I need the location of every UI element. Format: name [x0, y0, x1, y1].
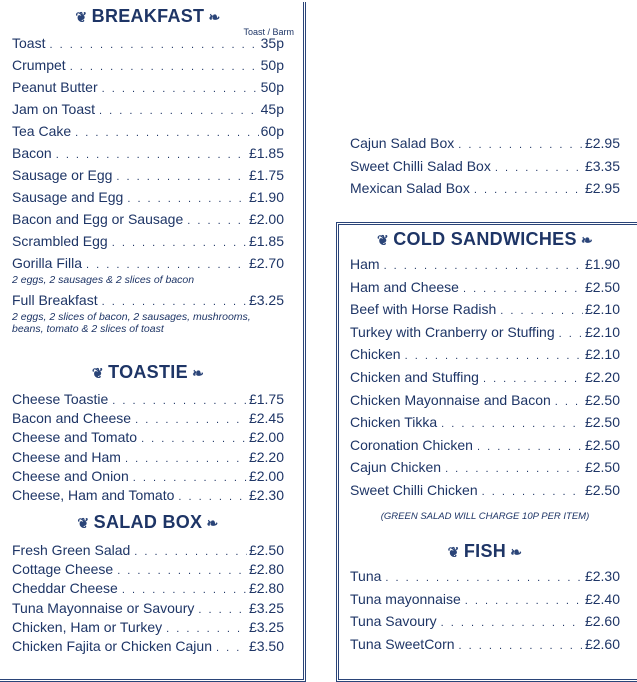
dot-leader [116, 171, 247, 183]
ornament-icon: ❦ [447, 544, 464, 560]
menu-item [12, 233, 284, 255]
item-name: Bacon [12, 145, 52, 161]
ornament-icon: ❧ [506, 544, 523, 560]
item-price: £2.30 [248, 486, 284, 503]
item-name: Ham [350, 256, 380, 272]
menu-item [350, 568, 620, 591]
menu-item [12, 561, 284, 580]
item-name: Tea Cake [12, 123, 72, 139]
item-price: £2.20 [584, 368, 620, 385]
dot-leader [465, 595, 583, 607]
section-title: ❦ FISH ❧ [447, 541, 523, 561]
dot-leader [463, 283, 583, 295]
menu-item [12, 487, 284, 506]
menu-item [350, 613, 620, 636]
dot-leader [187, 215, 247, 227]
ornament-icon: ❧ [204, 9, 221, 25]
dot-leader [198, 604, 247, 616]
dot-leader [117, 565, 247, 577]
menu-item [12, 600, 284, 619]
item-price: £3.35 [584, 157, 620, 174]
item-name: Cajun Salad Box [350, 135, 455, 151]
menu-item [12, 429, 284, 448]
item-name: Cheese and Tomato [12, 429, 138, 446]
dot-leader [482, 486, 583, 498]
item-price: £2.60 [584, 635, 620, 652]
dot-leader [477, 441, 583, 453]
menu-item [350, 437, 620, 460]
item-name: Fresh Green Salad [12, 542, 131, 558]
item-price: £3.25 [248, 618, 284, 635]
salad-box-continued [350, 135, 620, 203]
item-price: £2.80 [248, 580, 284, 597]
menu-item [12, 449, 284, 468]
item-name: Mexican Salad Box [350, 180, 470, 196]
item-price: £2.10 [584, 323, 620, 340]
item-description: 2 eggs, 2 slices of bacon, 2 sausages, mushrooms, beans, tomato & 2 slices of toast [12, 311, 251, 335]
dot-leader [102, 296, 247, 308]
item-name: Peanut Butter [12, 79, 98, 95]
dot-leader [135, 414, 247, 426]
item-name: Sausage and Egg [12, 189, 124, 205]
dot-leader [127, 193, 247, 205]
dot-leader [405, 350, 583, 362]
item-name: Full Breakfast [12, 292, 98, 308]
dot-leader [133, 472, 247, 484]
menu-item [12, 468, 284, 487]
menu-item [350, 482, 620, 505]
item-name: Beef with Horse Radish [350, 301, 497, 318]
item-price: £2.10 [584, 346, 620, 363]
dot-leader [216, 642, 247, 654]
menu-item [12, 391, 284, 410]
item-price: £2.20 [248, 448, 284, 465]
item-price: 45p [260, 101, 284, 117]
item-price: 50p [260, 57, 284, 73]
menu-item [350, 414, 620, 437]
item-name: Bacon and Egg or Sausage [12, 211, 184, 227]
menu-item [350, 279, 620, 302]
item-price: £1.75 [248, 167, 284, 183]
dot-leader [384, 260, 583, 272]
ornament-icon: ❦ [91, 365, 109, 381]
menu-item [12, 638, 284, 657]
item-name: Cheese and Ham [12, 448, 121, 465]
menu-item [12, 35, 284, 57]
item-name: Chicken and Stuffing [350, 368, 479, 385]
item-price: £2.50 [584, 459, 620, 476]
item-price: £1.90 [584, 256, 620, 272]
item-price: £2.00 [248, 467, 284, 484]
section-title: ❦ COLD SANDWICHES ❧ [377, 229, 593, 249]
item-name: Chicken Tikka [350, 414, 438, 431]
menu-item [12, 542, 284, 561]
item-name: Scrambled Egg [12, 233, 108, 249]
item-price: £2.10 [584, 301, 620, 318]
dot-leader [458, 139, 583, 151]
item-name: Sweet Chilli Chicken [350, 481, 478, 498]
menu-item [12, 79, 284, 101]
toastie-section [12, 362, 284, 506]
menu-item [350, 158, 620, 181]
menu-item [12, 101, 284, 123]
ornament-icon: ❦ [75, 9, 92, 25]
dot-leader [86, 259, 247, 271]
item-price: £3.25 [248, 292, 284, 308]
menu-item [12, 619, 284, 638]
dot-leader [112, 237, 247, 249]
item-price: £3.25 [248, 599, 284, 616]
dot-leader [141, 433, 247, 445]
section-title: ❦ BREAKFAST ❧ [75, 6, 221, 26]
item-name: Cottage Cheese [12, 561, 114, 578]
item-name: Cheese, Ham and Tomato [12, 486, 175, 503]
section-note: (GREEN SALAD WILL CHARGE 10P PER ITEM) [380, 510, 590, 522]
dot-leader [122, 584, 247, 596]
item-name: Tuna SweetCorn [350, 635, 455, 652]
item-name: Tuna mayonnaise [350, 590, 461, 607]
item-name: Turkey with Cranberry or Stuffing [350, 323, 555, 340]
item-description: 2 eggs, 2 sausages & 2 slices of bacon [12, 274, 195, 286]
item-name: Coronation Chicken [350, 436, 473, 453]
menu-item [350, 591, 620, 614]
item-price: £1.85 [248, 233, 284, 249]
ornament-icon: ❦ [377, 232, 394, 248]
menu-item [12, 167, 284, 189]
menu-item [350, 301, 620, 324]
fish-section [350, 541, 620, 658]
menu-item [350, 135, 620, 158]
dot-leader [385, 572, 583, 584]
item-name: Chicken [350, 346, 401, 363]
item-name: Tuna [350, 568, 382, 584]
item-price: £2.50 [584, 278, 620, 295]
dot-leader [112, 395, 247, 407]
item-price: £1.85 [248, 145, 284, 161]
menu-item [350, 369, 620, 392]
item-name: Cheddar Cheese [12, 580, 118, 597]
dot-leader [459, 640, 583, 652]
menu-item [12, 189, 284, 211]
item-name: Cajun Chicken [350, 459, 442, 476]
menu-item [12, 145, 284, 167]
item-price: £2.50 [584, 391, 620, 408]
cold-sandwiches-section [350, 229, 620, 523]
dot-leader [99, 105, 259, 117]
item-name: Sausage or Egg [12, 167, 113, 183]
dot-leader [483, 373, 583, 385]
item-price: £2.00 [248, 429, 284, 446]
menu-item [350, 324, 620, 347]
item-name: Tuna Mayonnaise or Savoury [12, 599, 195, 616]
item-price: £2.30 [584, 568, 620, 584]
item-name: Jam on Toast [12, 101, 96, 117]
menu-item [350, 346, 620, 369]
menu-item [12, 123, 284, 145]
item-price: 50p [260, 79, 284, 95]
dot-leader [178, 491, 247, 503]
item-price: £2.70 [248, 255, 284, 271]
dot-leader [441, 418, 583, 430]
dot-leader [441, 617, 583, 629]
item-price: £2.95 [584, 135, 620, 151]
item-price: £1.75 [248, 391, 284, 407]
item-price: £2.80 [248, 561, 284, 578]
menu-item [350, 392, 620, 415]
menu-item [350, 636, 620, 659]
section-title: ❦ TOASTIE ❧ [91, 362, 205, 382]
column-header: Toast / Barm [243, 27, 294, 37]
item-name: Ham and Cheese [350, 278, 459, 295]
menu-item [12, 57, 284, 79]
item-name: Gorilla Filla [12, 255, 83, 271]
salad-box-section [12, 512, 284, 657]
dot-leader [559, 328, 583, 340]
ornament-icon: ❧ [202, 515, 219, 531]
ornament-icon: ❦ [77, 515, 94, 531]
dot-leader [125, 453, 247, 465]
dot-leader [49, 39, 258, 51]
dot-leader [474, 184, 583, 196]
item-price: £2.50 [584, 414, 620, 431]
item-price: £2.50 [248, 542, 284, 558]
item-price: £2.00 [248, 211, 284, 227]
dot-leader [75, 127, 258, 139]
item-price: £2.45 [248, 410, 284, 427]
item-name: Toast [12, 35, 46, 51]
item-name: Cheese Toastie [12, 391, 109, 407]
dot-leader [134, 546, 247, 558]
section-title: ❦ SALAD BOX ❧ [77, 512, 219, 532]
item-name: Crumpet [12, 57, 66, 73]
item-price: £2.50 [584, 436, 620, 453]
item-price: 60p [260, 123, 284, 139]
item-price: 35p [260, 35, 284, 51]
menu-item [12, 211, 284, 233]
dot-leader [555, 396, 583, 408]
dot-leader [166, 623, 247, 635]
menu-item [350, 459, 620, 482]
menu-item [12, 580, 284, 599]
item-name: Bacon and Cheese [12, 410, 132, 427]
ornament-icon: ❧ [576, 232, 593, 248]
ornament-icon: ❧ [187, 365, 205, 381]
item-price: £3.50 [248, 637, 284, 654]
item-name: Cheese and Onion [12, 467, 129, 484]
dot-leader [70, 61, 259, 73]
menu-item [350, 180, 620, 203]
item-name: Chicken Fajita or Chicken Cajun [12, 637, 212, 654]
menu-item [12, 410, 284, 429]
item-name: Chicken Mayonnaise and Bacon [350, 391, 551, 408]
dot-leader [495, 162, 583, 174]
dot-leader [102, 83, 259, 95]
dot-leader [500, 305, 583, 317]
item-name: Sweet Chilli Salad Box [350, 157, 491, 174]
item-name: Tuna Savoury [350, 613, 437, 629]
item-price: £2.60 [584, 613, 620, 629]
dot-leader [445, 463, 583, 475]
item-price: £2.95 [584, 180, 620, 196]
item-price: £2.50 [584, 481, 620, 498]
dot-leader [56, 149, 247, 161]
item-price: £2.40 [584, 590, 620, 607]
menu-item [350, 256, 620, 279]
item-name: Chicken, Ham or Turkey [12, 618, 163, 635]
item-price: £1.90 [248, 189, 284, 205]
breakfast-section [12, 6, 294, 341]
